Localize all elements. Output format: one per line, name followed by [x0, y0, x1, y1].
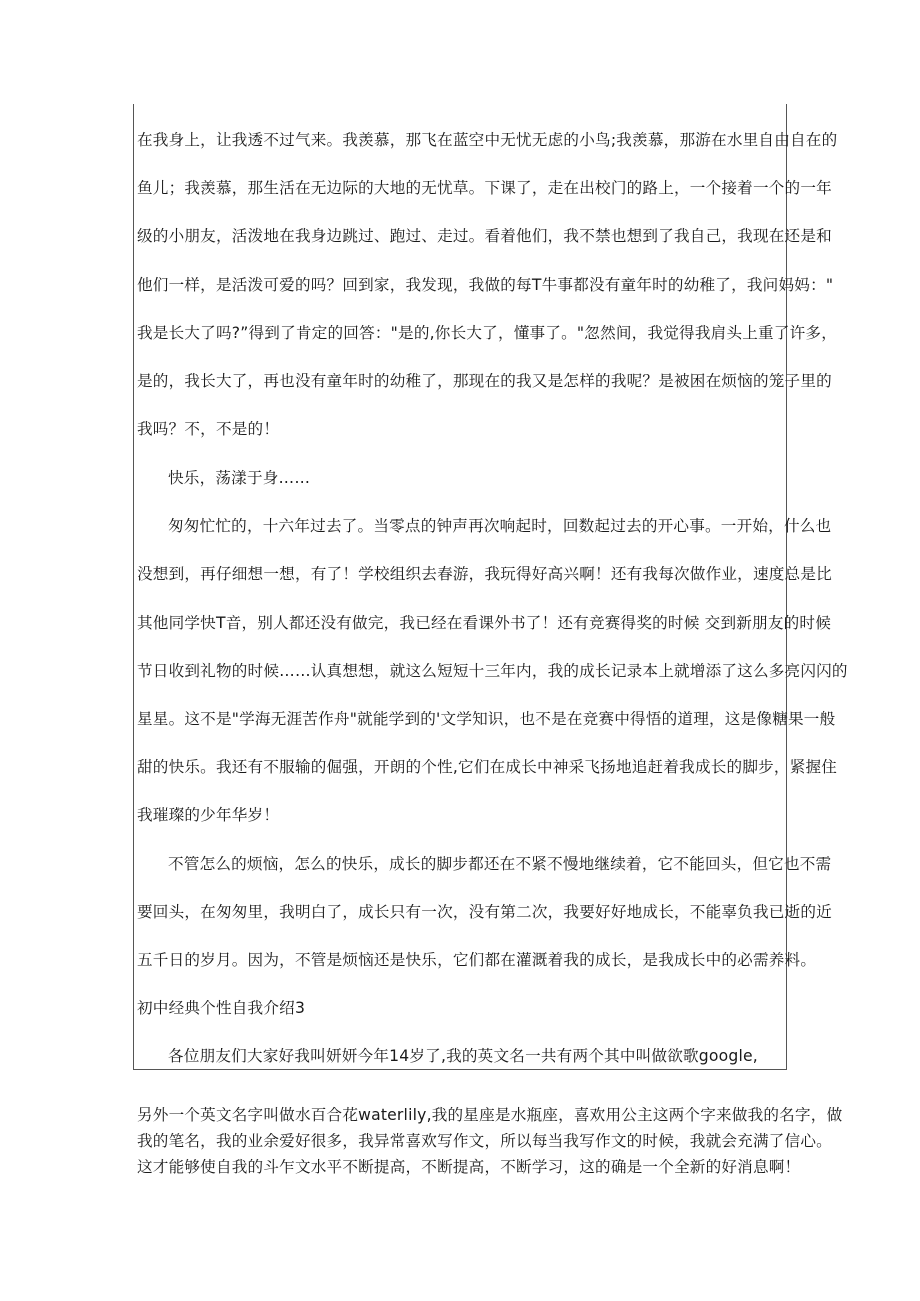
text-line: 我的笔名，我的业余爱好很多，我异常喜欢写作文，所以每当我写作文的时候，我就会充满了信心。 [137, 1132, 832, 1150]
text-line: 不管怎么的烦恼，怎么的快乐，成长的脚步都还在不紧不慢地继续着，它不能回头，但它也不需 [168, 855, 832, 873]
text-line: 鱼儿；我羡慕，那生活在无边际的大地的无忧草。下课了，走在出校门的路上，一个接着一个的一年 [137, 179, 832, 197]
text-line: 他们一样，是活泼可爱的吗？回到家，我发现，我做的每T牛事都没有童年时的幼稚了，我问妈妈：" [137, 276, 834, 294]
text-line: 我是长大了吗?”得到了肯定的回答："是的,你长大了，懂事了。"忽然间，我觉得我肩头上重了许多， [137, 324, 837, 342]
article-title: 初中经典个性自我介绍3 [137, 999, 306, 1017]
text-line: 其他同学快T音，别人都还没有做完，我已经在看课外书了！还有竞赛得奖的时候 交到新朋友的时候 [137, 614, 832, 632]
text-line: 没想到，再仔细想一想，有了！学校组织去春游，我玩得好高兴啊！还有我每次做作业，速度总是比 [137, 565, 832, 583]
text-line: 匆匆忙忙的，十六年过去了。当零点的钟声再次响起时，回数起过去的开心事。一开始，什么也 [168, 517, 832, 535]
text-line: 要回头，在匆匆里，我明白了，成长只有一次，没有第二次，我要好好地成长，不能辜负我已逝的近 [137, 903, 832, 921]
text-line: 是的，我长大了，再也没有童年时的幼稚了，那现在的我又是怎样的我呢？是被困在烦恼的笼子里的 [137, 372, 832, 390]
text-line: 各位朋友们大家好我叫妍妍今年14岁了,我的英文名一共有两个其中叫做欲歌google, [168, 1047, 758, 1065]
text-line: 级的小朋友，活泼地在我身边跳过、跑过、走过。看着他们，我不禁也想到了我自己，我现在还是和 [137, 227, 832, 245]
text-line: 甜的快乐。我还有不服输的倔强，开朗的个性,它们在成长中神采飞扬地追赶着我成长的脚步，紧握住 [137, 758, 838, 776]
text-line: 在我身上，让我透不过气来。我羡慕，那飞在蓝空中无忧无虑的小鸟;我羡慕，那游在水里自由自在的 [137, 131, 838, 149]
text-line: 五千日的岁月。因为，不管是烦恼还是快乐，它们都在灌溉着我的成长，是我成长中的必需养料。 [137, 951, 817, 969]
text-line: 另外一个英文名字叫做水百合花waterlily,我的星座是水瓶座，喜欢用公主这两个字来做我的名字，做 [137, 1106, 843, 1124]
text-line: 我璀璨的少年华岁！ [137, 806, 280, 824]
text-line: 这才能够使自我的斗乍文水平不断提高，不断提高，不断学习，这的确是一个全新的好消息啊！ [137, 1158, 801, 1176]
section-heading: 快乐，荡漾于身…… [168, 469, 311, 487]
text-line: 节日收到礼物的时候……认真想想，就这么短短十三年内，我的成长记录本上就增添了这么多亮闪闪的 [137, 662, 848, 680]
text-line: 星星。这不是"学海无涯苦作舟"就能学到的'文学知识，也不是在竞赛中得悟的道理，这是像糖果一般 [137, 710, 836, 728]
text-line: 我吗？不，不是的！ [137, 420, 280, 438]
